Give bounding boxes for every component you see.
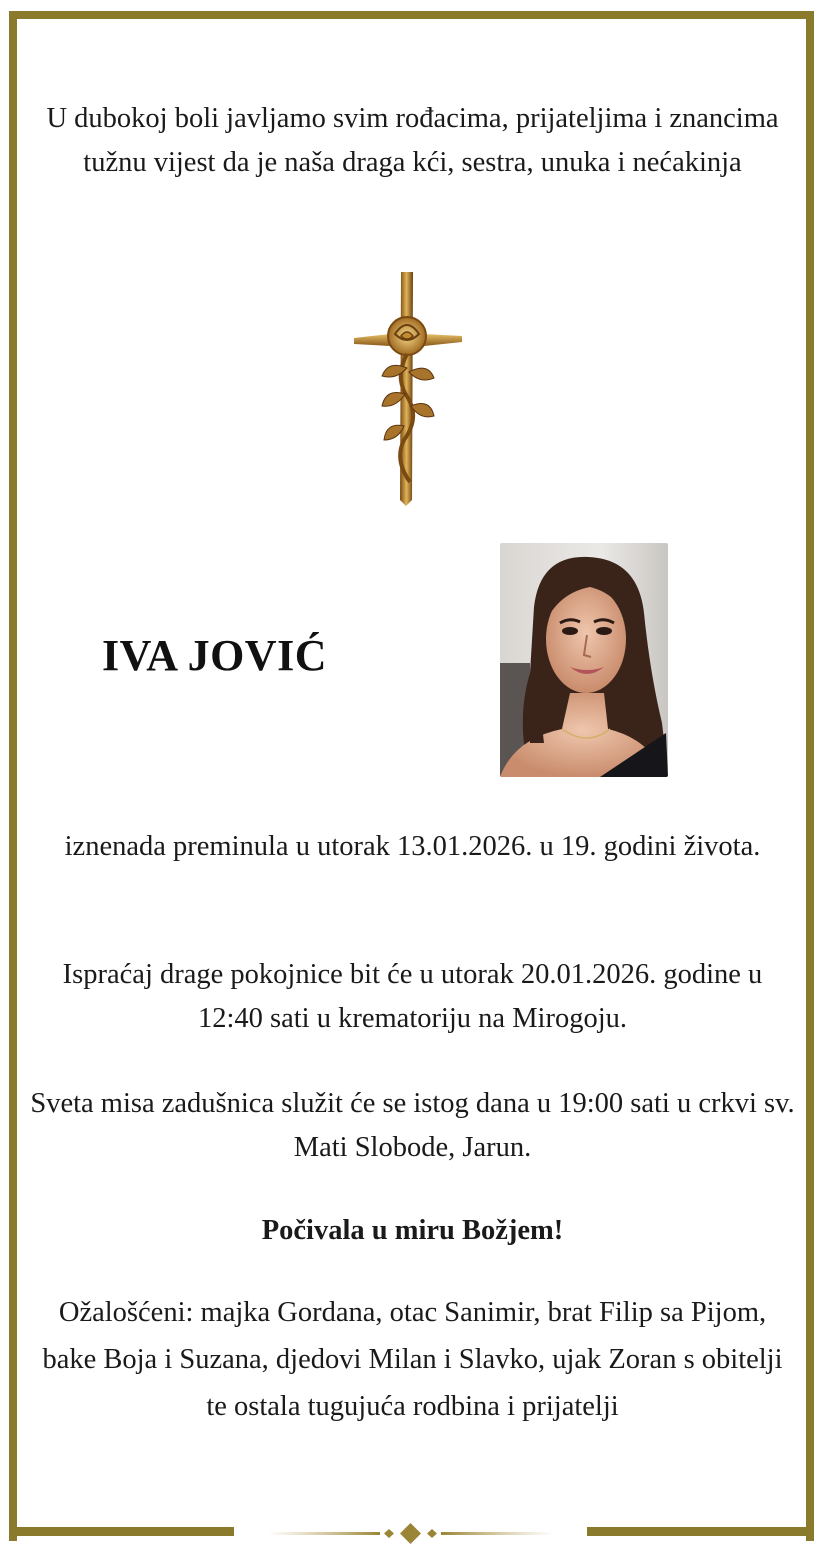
bottom-border-right [587, 1527, 808, 1536]
portrait-photo [500, 543, 668, 777]
rest-in-peace-line: Počivala u miru Božjem! [261, 1215, 564, 1246]
death-announcement: iznenada preminula u utorak 13.01.2026. u 19. godini života. [64, 831, 761, 862]
cross-with-rose-icon [350, 268, 465, 508]
mourners-list: Ožalošćeni: majka Gordana, otac Sanimir, brat Filip sa Pijom, bake Boja i Suzana, djedovi Milan i Slavko, ujak Zoran s obitelji te ostala tugujuća rodbina i prijatelji [42, 1297, 783, 1422]
bottom-border-left [9, 1527, 234, 1536]
intro-text: U dubokoj boli javljamo svim rođacima, prijateljima i znancima tužnu vijest da je naša draga kći, sestra, unuka i nećakinja [46, 103, 779, 178]
deceased-name: IVA JOVIĆ [102, 631, 327, 680]
funeral-details: Ispraćaj drage pokojnice bit će u utorak 20.01.2026. godine u 12:40 sati u krematoriju na Mirogoju. [62, 959, 763, 1034]
diamond-ornament-icon [268, 1519, 553, 1549]
memorial-mass-details: Sveta misa zadušnica služit će se istog dana u 19:00 sati u crkvi sv. Mati Slobode, Jarun. [30, 1088, 795, 1163]
